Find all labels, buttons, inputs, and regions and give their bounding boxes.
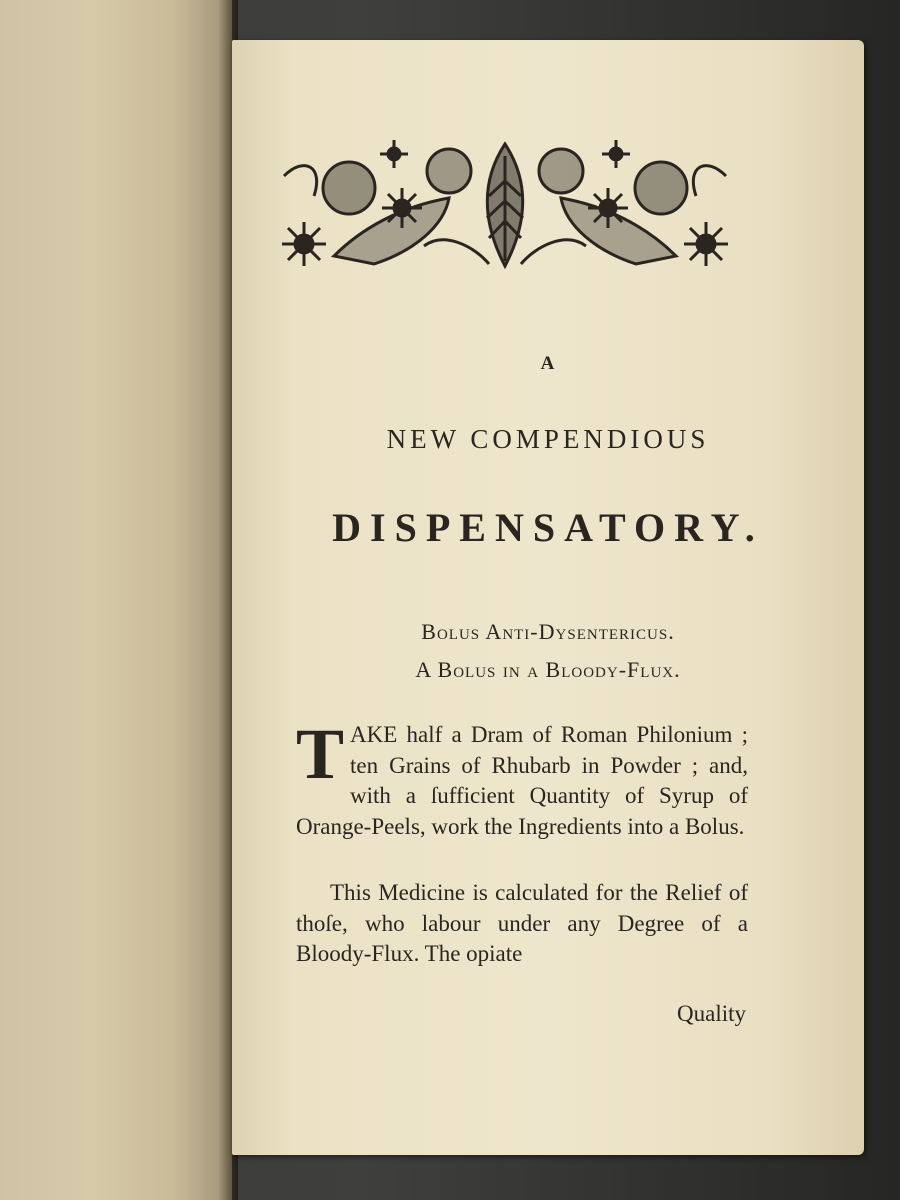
title-line-2: DISPENSATORY. [332, 505, 764, 550]
catchword: Quality [677, 1001, 746, 1026]
recipe-heading-english: A Bolus in a Bloody-Flux. [415, 657, 681, 682]
drop-cap: T [296, 714, 345, 794]
title-letter-a: A [540, 353, 556, 374]
recipe-heading-latin: Bolus Anti-Dysentericus. [421, 619, 675, 644]
title-line-1: NEW COMPENDIOUS [386, 424, 710, 454]
recipe-text: AKE half a Dram of Roman Philonium ; ten Grains of Rhubarb in Powder ; and, with a ſufficient Quantity of Syrup of Orange-Peels, work the Ingredients into a Bolus. [296, 722, 748, 839]
floral-headpiece-icon [274, 136, 736, 274]
left-blank-page [0, 0, 232, 1200]
recipe-paragraph [296, 714, 748, 842]
printed-page [232, 40, 864, 1155]
commentary-paragraph: This Medicine is calculated for the Relief of thoſe, who labour under any Degree of a Bloody-Flux. The opiate [296, 880, 748, 966]
